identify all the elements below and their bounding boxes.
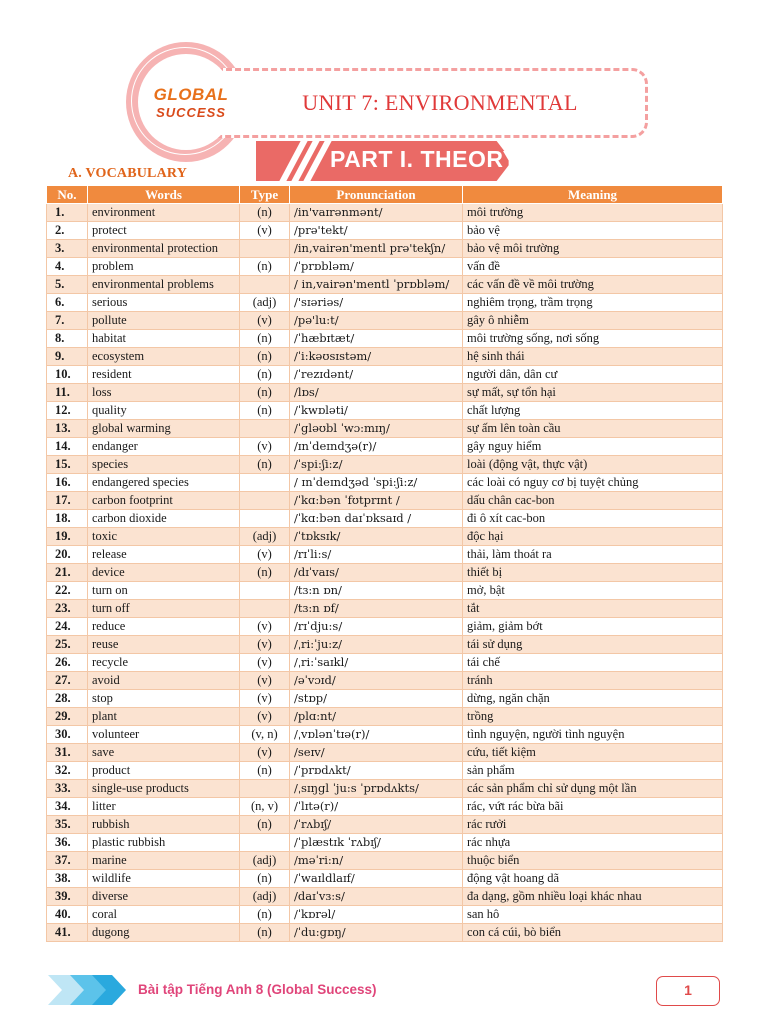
row-type: (v) <box>240 690 290 708</box>
row-meaning: rác nhựa <box>463 834 723 852</box>
row-word: endanger <box>88 438 240 456</box>
row-type: (v) <box>240 438 290 456</box>
table-row <box>47 312 723 330</box>
table-row <box>47 474 723 492</box>
row-pronunciation: /ˈdu:gɒŋ/ <box>290 924 463 942</box>
table-row <box>47 744 723 762</box>
row-number: 4. <box>47 258 88 276</box>
row-number: 28. <box>47 690 88 708</box>
row-pronunciation: /'sɪəriəs/ <box>290 294 463 312</box>
row-pronunciation: /ˈprɒdʌkt/ <box>290 762 463 780</box>
row-word: quality <box>88 402 240 420</box>
row-word: recycle <box>88 654 240 672</box>
table-row <box>47 438 723 456</box>
row-word: ecosystem <box>88 348 240 366</box>
row-type <box>240 834 290 852</box>
row-meaning: thải, làm thoát ra <box>463 546 723 564</box>
row-word: carbon footprint <box>88 492 240 510</box>
row-type: (n) <box>240 870 290 888</box>
table-row <box>47 690 723 708</box>
row-type: (n) <box>240 924 290 942</box>
row-pronunciation: /ˈspi:ʃi:z/ <box>290 456 463 474</box>
row-type: (n) <box>240 384 290 402</box>
row-meaning: tình nguyện, người tình nguyện <box>463 726 723 744</box>
row-word: toxic <box>88 528 240 546</box>
row-word: reuse <box>88 636 240 654</box>
row-meaning: các vấn đề về môi trường <box>463 276 723 294</box>
row-word: resident <box>88 366 240 384</box>
row-word: problem <box>88 258 240 276</box>
row-type: (adj) <box>240 852 290 870</box>
row-pronunciation: /in,vairən'mentl prə'tekʃn/ <box>290 240 463 258</box>
row-pronunciation: /əˈvɔɪd/ <box>290 672 463 690</box>
row-pronunciation: /ˈrʌbɪʃ/ <box>290 816 463 834</box>
row-pronunciation: /lɒs/ <box>290 384 463 402</box>
row-meaning: tái sử dụng <box>463 636 723 654</box>
row-word: environmental problems <box>88 276 240 294</box>
row-meaning: môi trường sống, nơi sống <box>463 330 723 348</box>
row-meaning: độc hại <box>463 528 723 546</box>
row-type: (n) <box>240 564 290 582</box>
table-row <box>47 420 723 438</box>
row-type: (adj) <box>240 528 290 546</box>
row-type: (v) <box>240 546 290 564</box>
table-row <box>47 654 723 672</box>
row-number: 7. <box>47 312 88 330</box>
row-meaning: dừng, ngăn chặn <box>463 690 723 708</box>
row-number: 30. <box>47 726 88 744</box>
table-row <box>47 456 723 474</box>
row-pronunciation: /stɒp/ <box>290 690 463 708</box>
table-row <box>47 222 723 240</box>
row-word: coral <box>88 906 240 924</box>
row-number: 19. <box>47 528 88 546</box>
row-number: 20. <box>47 546 88 564</box>
row-type: (n) <box>240 204 290 222</box>
row-number: 33. <box>47 780 88 798</box>
logo-line1: GLOBAL <box>153 85 229 104</box>
row-word: product <box>88 762 240 780</box>
row-type <box>240 780 290 798</box>
row-word: serious <box>88 294 240 312</box>
row-pronunciation: /ɪnˈdeɪndʒə(r)/ <box>290 438 463 456</box>
table-row <box>47 294 723 312</box>
row-word: habitat <box>88 330 240 348</box>
row-number: 16. <box>47 474 88 492</box>
table-row <box>47 636 723 654</box>
row-pronunciation: /ˈlɪtə(r)/ <box>290 798 463 816</box>
row-meaning: động vật hoang dã <box>463 870 723 888</box>
row-type <box>240 420 290 438</box>
row-type <box>240 474 290 492</box>
row-meaning: nghiêm trọng, trầm trọng <box>463 294 723 312</box>
row-pronunciation: /ˌri:ˈsaɪkl/ <box>290 654 463 672</box>
table-row <box>47 672 723 690</box>
row-type <box>240 582 290 600</box>
row-pronunciation: /ˈhæbɪtæt/ <box>290 330 463 348</box>
table-row <box>47 780 723 798</box>
row-number: 31. <box>47 744 88 762</box>
row-meaning: rác rưởi <box>463 816 723 834</box>
row-word: stop <box>88 690 240 708</box>
table-row <box>47 546 723 564</box>
row-word: reduce <box>88 618 240 636</box>
section-label: A. VOCABULARY <box>68 166 188 181</box>
table-row <box>47 924 723 942</box>
column-header-words: Words <box>88 186 240 204</box>
row-type: (n) <box>240 258 290 276</box>
row-type: (v) <box>240 312 290 330</box>
row-number: 38. <box>47 870 88 888</box>
row-number: 11. <box>47 384 88 402</box>
row-pronunciation: /tɜ:n ɒf/ <box>290 600 463 618</box>
row-pronunciation: /prə'tekt/ <box>290 222 463 240</box>
row-meaning: các loài có nguy cơ bị tuyệt chủng <box>463 474 723 492</box>
row-word: plant <box>88 708 240 726</box>
row-pronunciation: / ɪnˈdeɪndʒəd ˈspi:ʃi:z/ <box>290 474 463 492</box>
row-word: wildlife <box>88 870 240 888</box>
table-row <box>47 276 723 294</box>
row-pronunciation: /daɪˈvɜ:s/ <box>290 888 463 906</box>
vocabulary-table <box>46 185 723 942</box>
row-type: (n) <box>240 402 290 420</box>
row-pronunciation: /ˈi:kəʊsɪstəm/ <box>290 348 463 366</box>
table-row <box>47 762 723 780</box>
row-meaning: sản phẩm <box>463 762 723 780</box>
row-number: 18. <box>47 510 88 528</box>
row-number: 3. <box>47 240 88 258</box>
row-word: loss <box>88 384 240 402</box>
row-number: 22. <box>47 582 88 600</box>
row-number: 34. <box>47 798 88 816</box>
row-type: (n, v) <box>240 798 290 816</box>
row-meaning: các sản phẩm chỉ sử dụng một lần <box>463 780 723 798</box>
row-number: 40. <box>47 906 88 924</box>
table-row <box>47 834 723 852</box>
row-number: 13. <box>47 420 88 438</box>
row-word: volunteer <box>88 726 240 744</box>
page-number: 1 <box>656 976 720 1006</box>
row-number: 12. <box>47 402 88 420</box>
row-pronunciation: /ˈkɑ:bən daɪˈɒksaɪd / <box>290 510 463 528</box>
row-meaning: tái chế <box>463 654 723 672</box>
row-number: 32. <box>47 762 88 780</box>
row-meaning: bảo vệ <box>463 222 723 240</box>
table-row <box>47 492 723 510</box>
row-type: (adj) <box>240 888 290 906</box>
row-pronunciation: /ˌri:ˈju:z/ <box>290 636 463 654</box>
row-number: 21. <box>47 564 88 582</box>
row-word: dugong <box>88 924 240 942</box>
row-number: 25. <box>47 636 88 654</box>
row-pronunciation: /ˌvɒlənˈtɪə(r)/ <box>290 726 463 744</box>
row-number: 29. <box>47 708 88 726</box>
table-row <box>47 906 723 924</box>
row-word: turn on <box>88 582 240 600</box>
row-pronunciation: /ˈkwɒləti/ <box>290 402 463 420</box>
row-meaning: trồng <box>463 708 723 726</box>
row-type: (n) <box>240 348 290 366</box>
row-number: 2. <box>47 222 88 240</box>
row-meaning: dấu chân cac-bon <box>463 492 723 510</box>
table-row <box>47 348 723 366</box>
row-pronunciation: /ˈkɑ:bən ˈfʊtprɪnt / <box>290 492 463 510</box>
table-row <box>47 852 723 870</box>
row-type <box>240 276 290 294</box>
table-row <box>47 402 723 420</box>
column-header-pronunciation: Pronunciation <box>290 186 463 204</box>
row-number: 10. <box>47 366 88 384</box>
footer-book-title: Bài tập Tiếng Anh 8 (Global Success) <box>138 982 377 997</box>
row-pronunciation: /seɪv/ <box>290 744 463 762</box>
row-meaning: vấn đề <box>463 258 723 276</box>
row-number: 37. <box>47 852 88 870</box>
row-pronunciation: /dɪˈvaɪs/ <box>290 564 463 582</box>
row-word: plastic rubbish <box>88 834 240 852</box>
row-meaning: loài (động vật, thực vật) <box>463 456 723 474</box>
row-word: species <box>88 456 240 474</box>
row-type <box>240 510 290 528</box>
row-pronunciation: /tɜ:n ɒn/ <box>290 582 463 600</box>
row-number: 41. <box>47 924 88 942</box>
row-type: (v) <box>240 636 290 654</box>
row-pronunciation: / in,vairən'mentl ˈprɒbləm/ <box>290 276 463 294</box>
row-type <box>240 492 290 510</box>
row-pronunciation: /plɑ:nt/ <box>290 708 463 726</box>
row-number: 17. <box>47 492 88 510</box>
row-word: environment <box>88 204 240 222</box>
row-number: 39. <box>47 888 88 906</box>
row-word: litter <box>88 798 240 816</box>
row-pronunciation: /məˈri:n/ <box>290 852 463 870</box>
row-type: (n) <box>240 762 290 780</box>
row-type: (n) <box>240 906 290 924</box>
row-meaning: gây ô nhiễm <box>463 312 723 330</box>
row-number: 36. <box>47 834 88 852</box>
row-meaning: cứu, tiết kiệm <box>463 744 723 762</box>
table-row <box>47 708 723 726</box>
row-type: (v) <box>240 618 290 636</box>
row-meaning: gây nguy hiểm <box>463 438 723 456</box>
row-pronunciation: /ˈgləʊbl ˈwɔ:mɪŋ/ <box>290 420 463 438</box>
row-number: 8. <box>47 330 88 348</box>
row-pronunciation: /ˈrezɪdənt/ <box>290 366 463 384</box>
row-word: save <box>88 744 240 762</box>
row-number: 14. <box>47 438 88 456</box>
table-row <box>47 330 723 348</box>
table-row <box>47 366 723 384</box>
row-type: (n) <box>240 366 290 384</box>
row-word: global warming <box>88 420 240 438</box>
row-word: carbon dioxide <box>88 510 240 528</box>
table-row <box>47 240 723 258</box>
row-word: release <box>88 546 240 564</box>
row-number: 6. <box>47 294 88 312</box>
row-word: marine <box>88 852 240 870</box>
table-row <box>47 618 723 636</box>
row-pronunciation: /in'vaɪrənmənt/ <box>290 204 463 222</box>
row-pronunciation: /ˈwaɪldlaɪf/ <box>290 870 463 888</box>
table-row <box>47 204 723 222</box>
table-row <box>47 564 723 582</box>
row-type <box>240 240 290 258</box>
row-number: 1. <box>47 204 88 222</box>
row-meaning: sự mất, sự tổn hại <box>463 384 723 402</box>
table-row <box>47 510 723 528</box>
row-type: (n) <box>240 816 290 834</box>
row-type: (v) <box>240 744 290 762</box>
global-success-logo <box>150 86 232 126</box>
row-number: 9. <box>47 348 88 366</box>
row-word: endangered species <box>88 474 240 492</box>
row-word: device <box>88 564 240 582</box>
row-type: (v) <box>240 708 290 726</box>
row-type: (n) <box>240 330 290 348</box>
row-type: (v) <box>240 654 290 672</box>
table-row <box>47 528 723 546</box>
row-meaning: đi ô xít cac-bon <box>463 510 723 528</box>
row-meaning: con cá cúi, bò biển <box>463 924 723 942</box>
row-word: rubbish <box>88 816 240 834</box>
row-type: (v) <box>240 222 290 240</box>
table-row <box>47 726 723 744</box>
row-number: 24. <box>47 618 88 636</box>
row-pronunciation: /pə'lu:t/ <box>290 312 463 330</box>
chevrons-icon <box>48 975 128 1005</box>
row-word: single-use products <box>88 780 240 798</box>
row-meaning: sự ấm lên toàn cầu <box>463 420 723 438</box>
row-word: avoid <box>88 672 240 690</box>
table-row <box>47 798 723 816</box>
column-header-no: No. <box>47 186 88 204</box>
row-number: 23. <box>47 600 88 618</box>
row-word: diverse <box>88 888 240 906</box>
row-type <box>240 600 290 618</box>
row-meaning: thiết bị <box>463 564 723 582</box>
row-meaning: mở, bật <box>463 582 723 600</box>
row-type: (v) <box>240 672 290 690</box>
row-pronunciation: /ˈplæstɪk ˈrʌbɪʃ/ <box>290 834 463 852</box>
row-type: (v, n) <box>240 726 290 744</box>
unit-title: UNIT 7: ENVIRONMENTAL <box>302 90 578 115</box>
row-pronunciation: /ˈprɒbləm/ <box>290 258 463 276</box>
row-meaning: rác, vứt rác bừa bãi <box>463 798 723 816</box>
table-row <box>47 582 723 600</box>
row-meaning: chất lượng <box>463 402 723 420</box>
row-meaning: giảm, giảm bớt <box>463 618 723 636</box>
table-row <box>47 870 723 888</box>
table-row <box>47 384 723 402</box>
table-header-row <box>47 186 723 204</box>
row-meaning: đa dạng, gồm nhiều loại khác nhau <box>463 888 723 906</box>
row-word: turn off <box>88 600 240 618</box>
row-meaning: tắt <box>463 600 723 618</box>
row-number: 27. <box>47 672 88 690</box>
row-number: 5. <box>47 276 88 294</box>
table-row <box>47 816 723 834</box>
column-header-meaning: Meaning <box>463 186 723 204</box>
table-row <box>47 600 723 618</box>
row-meaning: bảo vệ môi trường <box>463 240 723 258</box>
row-meaning: tránh <box>463 672 723 690</box>
row-type: (n) <box>240 456 290 474</box>
row-meaning: môi trường <box>463 204 723 222</box>
row-meaning: hệ sinh thái <box>463 348 723 366</box>
row-meaning: thuộc biển <box>463 852 723 870</box>
row-word: protect <box>88 222 240 240</box>
part-title: PART I. THEORY <box>330 146 519 172</box>
logo-line2: SUCCESS <box>156 105 226 120</box>
row-pronunciation: /rɪˈli:s/ <box>290 546 463 564</box>
table-row <box>47 258 723 276</box>
row-number: 15. <box>47 456 88 474</box>
row-number: 35. <box>47 816 88 834</box>
row-number: 26. <box>47 654 88 672</box>
row-meaning: người dân, dân cư <box>463 366 723 384</box>
row-pronunciation: /rɪˈdju:s/ <box>290 618 463 636</box>
column-header-type: Type <box>240 186 290 204</box>
row-meaning: san hô <box>463 906 723 924</box>
row-pronunciation: /ˈtɒksɪk/ <box>290 528 463 546</box>
row-pronunciation: /ˈkɒrəl/ <box>290 906 463 924</box>
row-pronunciation: /ˌsɪŋgl ˈju:s ˈprɒdʌkts/ <box>290 780 463 798</box>
row-word: environmental protection <box>88 240 240 258</box>
row-type: (adj) <box>240 294 290 312</box>
table-body <box>47 204 723 942</box>
table-row <box>47 888 723 906</box>
row-word: pollute <box>88 312 240 330</box>
